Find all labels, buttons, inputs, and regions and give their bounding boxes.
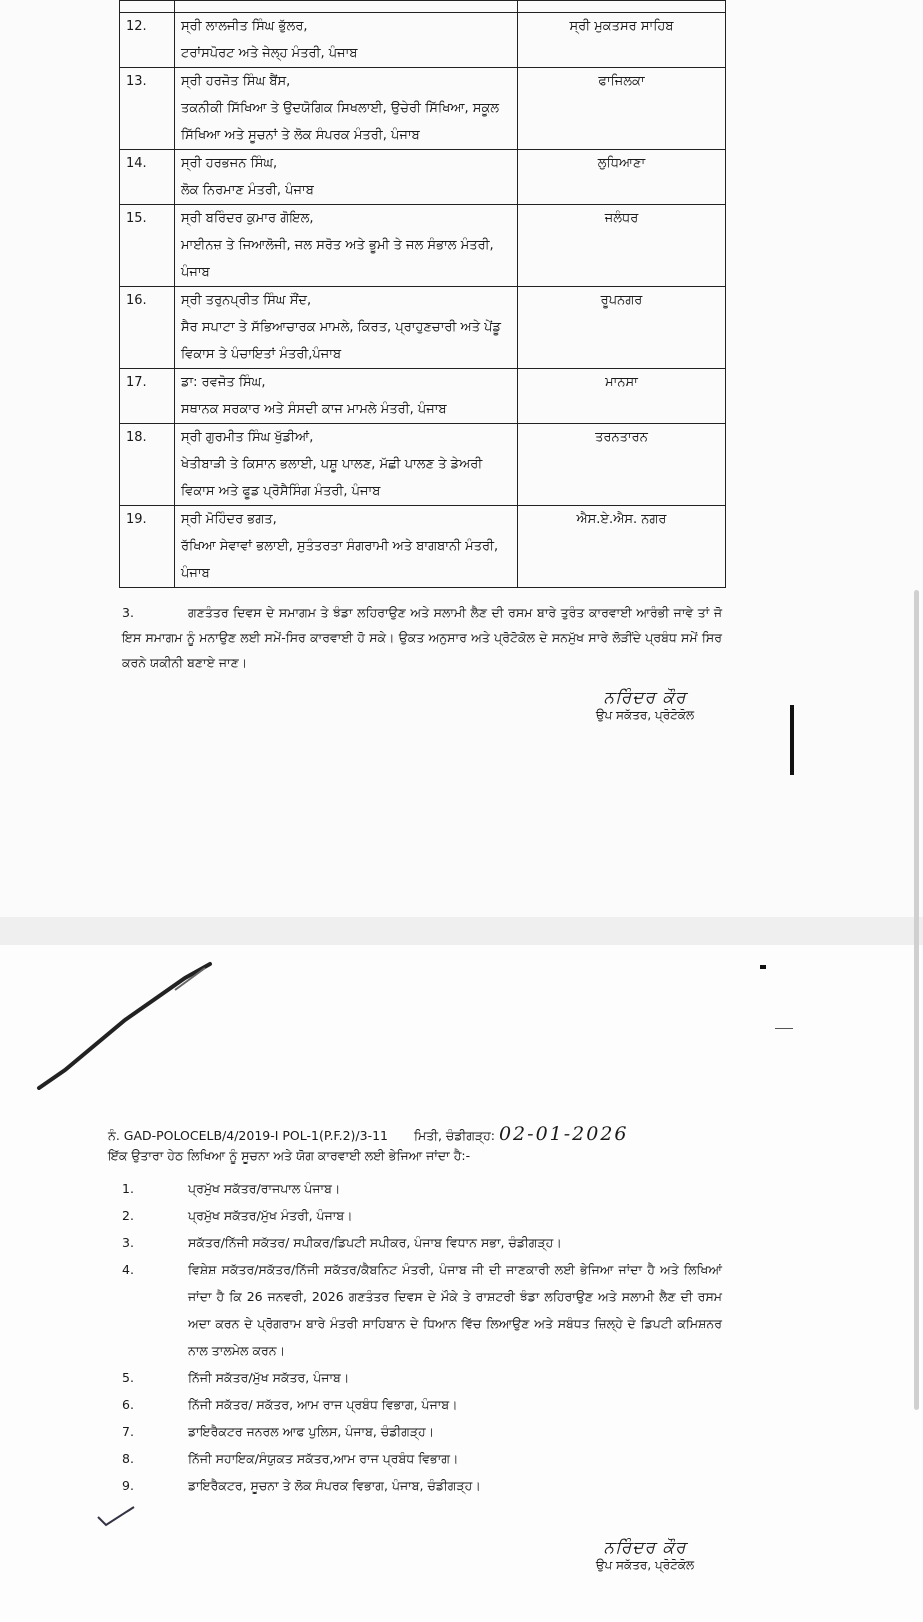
recipient-text: ਨਿੱਜੀ ਸਕੱਤਰ/ ਸਕੱਤਰ, ਆਮ ਰਾਜ ਪ੍ਰਬੰਧ ਵਿਭਾਗ, ਪੰਜਾਬ। bbox=[188, 1397, 458, 1412]
list-item bbox=[122, 1418, 722, 1445]
scan-dash bbox=[775, 1028, 793, 1029]
minister-portfolio: ਖੇਤੀਬਾੜੀ ਤੇ ਕਿਸਾਨ ਭਲਾਈ, ਪਸ਼ੂ ਪਾਲਣ, ਮੱਛੀ ਪਾਲਣ ਤੇ ਡੇਅਰੀ ਵਿਕਾਸ ਅਤੇ ਫੂਡ ਪ੍ਰੋਸੈਸਿੰਗ ਮੰਤਰੀ, ਪੰਜਾਬ bbox=[181, 457, 483, 499]
table-row bbox=[120, 506, 726, 588]
scrollbar[interactable] bbox=[914, 590, 919, 1410]
district-name: ਤਰਨਤਾਰਨ bbox=[518, 424, 726, 506]
minister-portfolio: ਸਥਾਨਕ ਸਰਕਾਰ ਅਤੇ ਸੰਸਦੀ ਕਾਜ ਮਾਮਲੇ ਮੰਤਰੀ, ਪੰਜਾਬ bbox=[181, 402, 447, 417]
minister-cell bbox=[175, 506, 518, 588]
handwritten-signature: ਨਰਿੰਦਰ ਕੌਰ bbox=[603, 1538, 687, 1558]
list-number: 3. bbox=[122, 1235, 134, 1250]
district-name: ਐਸ.ਏ.ਐਸ. ਨਗਰ bbox=[518, 506, 726, 588]
table-row bbox=[120, 205, 726, 287]
handwritten-signature: ਨਰਿੰਦਰ ਕੌਰ bbox=[603, 688, 687, 708]
minister-name: ਸ੍ਰੀ ਤਰੁਨਪ੍ਰੀਤ ਸਿੰਘ ਸੌਂਦ, bbox=[181, 293, 312, 308]
reference-number: ਨੰ. GAD-POLOCELB/4/2019-I POL-1(P.F.2)/3-11 bbox=[108, 1128, 388, 1143]
recipient-list bbox=[122, 1175, 722, 1499]
table-row-continued bbox=[120, 1, 726, 13]
paragraph-text: ਗਣਤੰਤਰ ਦਿਵਸ ਦੇ ਸਮਾਗਮ ਤੇ ਝੰਡਾ ਲਹਿਰਾਉਣ ਅਤੇ ਸਲਾਮੀ ਲੈਣ ਦੀ ਰਸਮ ਬਾਰੇ ਤੁਰੰਤ ਕਾਰਵਾਈ ਆਰੰਭੀ ਜਾਵੇ ਤਾਂ ਜੋ ਇਸ ਸਮਾਗਮ ਨੂੰ ਮਨਾਉਣ ਲਈ ਸਮੇਂ-ਸਿਰ ਕਾਰਵਾਈ ਹੋ ਸਕੇ। ਉਕਤ ਅਨੁਸਾਰ ਅਤੇ ਪ੍ਰੋਟੋਕੋਲ ਦੇ ਸਨਮੁੱਖ ਸਾਰੇ ਲੋੜੀਂਦੇ ਪ੍ਰਬੰਧ ਸਮੇਂ ਸਿਰ ਕਰਨੇ ਯਕੀਨੀ ਬਣਾਏ ਜਾਣ। bbox=[122, 605, 722, 670]
minister-name: ਸ੍ਰੀ ਹਰਭਜਨ ਸਿੰਘ, bbox=[181, 156, 278, 171]
list-item bbox=[122, 1202, 722, 1229]
table-row bbox=[120, 424, 726, 506]
minister-name: ਸ੍ਰੀ ਗੁਰਮੀਤ ਸਿੰਘ ਖੁੱਡੀਆਂ, bbox=[181, 430, 314, 445]
pen-stroke-mark bbox=[35, 960, 215, 1090]
district-name: ਰੂਪਨਗਰ bbox=[518, 287, 726, 369]
district-name: ਸ੍ਰੀ ਮੁਕਤਸਰ ਸਾਹਿਬ bbox=[518, 13, 726, 68]
list-item bbox=[122, 1256, 722, 1364]
recipient-text: ਵਿਸ਼ੇਸ਼ ਸਕੱਤਰ/ਸਕੱਤਰ/ਨਿੱਜੀ ਸਕੱਤਰ/ਕੈਬਨਿਟ ਮੰਤਰੀ, ਪੰਜਾਬ ਜੀ ਦੀ ਜਾਣਕਾਰੀ ਲਈ ਭੇਜਿਆ ਜਾਂਦਾ ਹੈ ਅਤੇ ਲਿਖਿਆਂ ਜਾਂਦਾ ਹੈ ਕਿ 26 ਜਨਵਰੀ, 2026 ਗਣਤੰਤਰ ਦਿਵਸ ਦੇ ਮੌਕੇ ਤੇ ਰਾਸ਼ਟਰੀ ਝੰਡਾ ਲਹਿਰਾਉਣ ਅਤੇ ਸਲਾਮੀ ਲੈਣ ਦੀ ਰਸਮ ਅਦਾ ਕਰਨ ਦੇ ਪ੍ਰੋਗਰਾਮ ਬਾਰੇ ਮੰਤਰੀ ਸਾਹਿਬਾਨ ਦੇ ਧਿਆਨ ਵਿੱਚ ਲਿਆਉਣ ਅਤੇ ਸਬੰਧਤ ਜ਼ਿਲ੍ਹੇ ਦੇ ਡਿਪਟੀ ਕਮਿਸ਼ਨਰ ਨਾਲ ਤਾਲਮੇਲ ਕਰਨ। bbox=[188, 1262, 722, 1358]
serial-number: 12. bbox=[120, 13, 175, 68]
minister-cell bbox=[175, 13, 518, 68]
paragraph-number: 3. bbox=[122, 605, 134, 620]
minister-name: ਸ੍ਰੀ ਲਾਲਜੀਤ ਸਿੰਘ ਭੁੱਲਰ, bbox=[181, 19, 308, 34]
list-item bbox=[122, 1445, 722, 1472]
list-item bbox=[122, 1229, 722, 1256]
list-number: 7. bbox=[122, 1424, 134, 1439]
recipient-text: ਸਕੱਤਰ/ਨਿੱਜੀ ਸਕੱਤਰ/ ਸਪੀਕਰ/ਡਿਪਟੀ ਸਪੀਕਰ, ਪੰਜਾਬ ਵਿਧਾਨ ਸਭਾ, ਚੰਡੀਗੜ੍ਹ। bbox=[188, 1235, 562, 1250]
minister-cell bbox=[175, 68, 518, 150]
list-number: 1. bbox=[122, 1181, 134, 1196]
list-item bbox=[122, 1175, 722, 1202]
check-mark-icon bbox=[96, 1505, 136, 1527]
list-number: 6. bbox=[122, 1397, 134, 1412]
district-name: ਲੁਧਿਆਣਾ bbox=[518, 150, 726, 205]
recipient-text: ਪ੍ਰਮੁੱਖ ਸਕੱਤਰ/ਮੁੱਖ ਮੰਤਰੀ, ਪੰਜਾਬ। bbox=[188, 1208, 353, 1223]
minister-cell bbox=[175, 205, 518, 287]
list-number: 5. bbox=[122, 1370, 134, 1385]
serial-number: 19. bbox=[120, 506, 175, 588]
paragraph-3 bbox=[122, 600, 722, 675]
recipient-text: ਡਾਇਰੈਕਟਰ, ਸੂਚਨਾ ਤੇ ਲੋਕ ਸੰਪਰਕ ਵਿਭਾਗ, ਪੰਜਾਬ, ਚੰਡੀਗੜ੍ਹ। bbox=[188, 1478, 481, 1493]
minister-name: ਸ੍ਰੀ ਬਰਿੰਦਰ ਕੁਮਾਰ ਗੋਇਲ, bbox=[181, 211, 314, 226]
scan-dot bbox=[760, 965, 766, 969]
minister-portfolio: ਲੋਕ ਨਿਰਮਾਣ ਮੰਤਰੀ, ਪੰਜਾਬ bbox=[181, 183, 314, 198]
minister-cell bbox=[175, 150, 518, 205]
list-item bbox=[122, 1472, 722, 1499]
minister-name: ਸ੍ਰੀ ਮੋਹਿੰਦਰ ਭਗਤ, bbox=[181, 512, 277, 527]
table-row bbox=[120, 287, 726, 369]
endorsement-header bbox=[108, 1123, 629, 1145]
minister-portfolio: ਸੈਰ ਸਪਾਟਾ ਤੇ ਸੱਭਿਆਚਾਰਕ ਮਾਮਲੇ, ਕਿਰਤ, ਪ੍ਰਾਹੁਣਚਾਰੀ ਅਤੇ ਪੇਂਡੂ ਵਿਕਾਸ ਤੇ ਪੰਚਾਇਤਾਂ ਮੰਤਰੀ,ਪੰਜਾਬ bbox=[181, 320, 501, 362]
signatory-title: ਉਪ ਸਕੱਤਰ, ਪ੍ਰੋਟੋਕੋਲ bbox=[595, 708, 695, 722]
serial-number: 15. bbox=[120, 205, 175, 287]
scan-mark bbox=[790, 705, 794, 775]
minister-cell bbox=[175, 287, 518, 369]
list-item bbox=[122, 1391, 722, 1418]
serial-number: 13. bbox=[120, 68, 175, 150]
recipient-text: ਨਿੱਜੀ ਸਕੱਤਰ/ਮੁੱਖ ਸਕੱਤਰ, ਪੰਜਾਬ। bbox=[188, 1370, 350, 1385]
serial-number: 14. bbox=[120, 150, 175, 205]
endorsement-intro: ਇੱਕ ਉਤਾਰਾ ਹੇਠ ਲਿਖਿਆ ਨੂੰ ਸੂਚਨਾ ਅਤੇ ਯੋਗ ਕਾਰਵਾਈ ਲਈ ਭੇਜਿਆ ਜਾਂਦਾ ਹੈ:- bbox=[108, 1148, 471, 1163]
signature-block-2 bbox=[575, 1538, 715, 1573]
table-row bbox=[120, 369, 726, 424]
minister-name: ਡਾ: ਰਵਜੋਤ ਸਿੰਘ, bbox=[181, 375, 266, 390]
minister-name: ਸ੍ਰੀ ਹਰਜੋਤ ਸਿੰਘ ਬੈਂਸ, bbox=[181, 74, 291, 89]
minister-portfolio: ਮਾਈਨਜ਼ ਤੇ ਜਿਆਲੋਜੀ, ਜਲ ਸਰੋਤ ਅਤੇ ਭੂਮੀ ਤੇ ਜਲ ਸੰਭਾਲ ਮੰਤਰੀ, ਪੰਜਾਬ bbox=[181, 238, 494, 280]
district-name: ਮਾਨਸਾ bbox=[518, 369, 726, 424]
recipient-text: ਪ੍ਰਮੁੱਖ ਸਕੱਤਰ/ਰਾਜਪਾਲ ਪੰਜਾਬ। bbox=[188, 1181, 341, 1196]
recipient-text: ਡਾਇਰੈਕਟਰ ਜਨਰਲ ਆਫ ਪੁਲਿਸ, ਪੰਜਾਬ, ਚੰਡੀਗੜ੍ਹ। bbox=[188, 1424, 435, 1439]
serial-number: 18. bbox=[120, 424, 175, 506]
list-number: 9. bbox=[122, 1478, 134, 1493]
minister-cell bbox=[175, 369, 518, 424]
minister-portfolio: ਰੱਖਿਆ ਸੇਵਾਵਾਂ ਭਲਾਈ, ਸੁਤੰਤਰਤਾ ਸੰਗਰਾਮੀ ਅਤੇ ਬਾਗਬਾਨੀ ਮੰਤਰੀ, ਪੰਜਾਬ bbox=[181, 539, 499, 581]
signatory-title: ਉਪ ਸਕੱਤਰ, ਪ੍ਰੋਟੋਕੋਲ bbox=[595, 1558, 695, 1572]
signature-block-1 bbox=[575, 688, 715, 723]
serial-number: 16. bbox=[120, 287, 175, 369]
recipient-text: ਨਿੱਜੀ ਸਹਾਇਕ/ਸੰਯੁਕਤ ਸਕੱਤਰ,ਆਮ ਰਾਜ ਪ੍ਰਬੰਧ ਵਿਭਾਗ। bbox=[188, 1451, 459, 1466]
page-separator bbox=[0, 917, 923, 945]
list-item bbox=[122, 1364, 722, 1391]
table-row bbox=[120, 13, 726, 68]
date-label: ਮਿਤੀ, ਚੰਡੀਗੜ੍ਹ: bbox=[413, 1128, 495, 1143]
ministers-district-table bbox=[119, 0, 726, 588]
list-number: 8. bbox=[122, 1451, 134, 1466]
minister-cell bbox=[175, 424, 518, 506]
table-row bbox=[120, 68, 726, 150]
district-name: ਜਲੰਧਰ bbox=[518, 205, 726, 287]
district-name: ਫਾਜਿਲਕਾ bbox=[518, 68, 726, 150]
list-number: 4. bbox=[122, 1262, 134, 1277]
table-row bbox=[120, 150, 726, 205]
handwritten-date: 02-01-2026 bbox=[498, 1123, 629, 1145]
serial-number: 17. bbox=[120, 369, 175, 424]
list-number: 2. bbox=[122, 1208, 134, 1223]
minister-portfolio: ਟਰਾਂਸਪੋਰਟ ਅਤੇ ਜੇਲ੍ਹ ਮੰਤਰੀ, ਪੰਜਾਬ bbox=[181, 46, 358, 61]
minister-portfolio: ਤਕਨੀਕੀ ਸਿੱਖਿਆ ਤੇ ਉਦਯੋਗਿਕ ਸਿਖਲਾਈ, ਉਚੇਰੀ ਸਿੱਖਿਆ, ਸਕੂਲ ਸਿੱਖਿਆ ਅਤੇ ਸੂਚਨਾਂ ਤੇ ਲੋਕ ਸੰਪਰਕ ਮੰਤਰੀ, ਪੰਜਾਬ bbox=[181, 101, 500, 143]
